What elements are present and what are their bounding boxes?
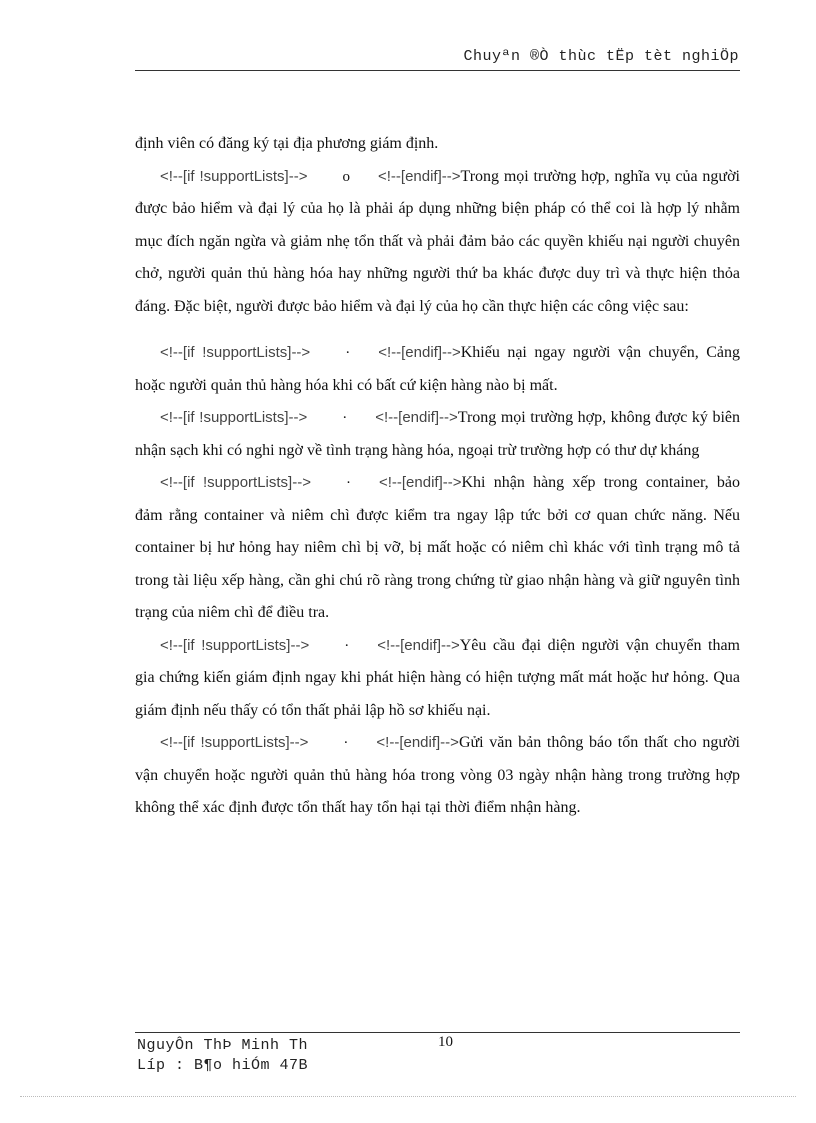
list-marker: · — [345, 475, 351, 491]
conditional-comment-start: <!--[if !supportLists]--> — [160, 409, 308, 426]
conditional-comment-start: <!--[if !supportLists]--> — [160, 474, 311, 491]
footer-class: Líp : B¶o hiÓm 47B — [137, 1057, 309, 1074]
paragraph-text: Yêu cầu đại diện người vận chuyển tham gia chứng kiến giám định ngay khi phát hiện hàng có hiện tượng mất mát hoặc hư hỏng. Qua giám định nếu thấy có tổn thất phải lập hồ sơ khiếu nại. — [135, 636, 740, 719]
conditional-comment-end: <!--[endif]--> — [375, 409, 458, 426]
page-number: 10 — [438, 1034, 453, 1050]
list-marker: · — [343, 735, 349, 751]
conditional-comment-end: <!--[endif]--> — [378, 474, 462, 491]
header-divider — [135, 70, 740, 71]
page-bottom-dotted-line — [20, 1096, 796, 1097]
conditional-comment-end: <!--[endif]--> — [376, 734, 459, 751]
conditional-comment-end: <!--[endif]--> — [378, 344, 461, 361]
list-paragraph — [135, 727, 740, 825]
running-header: Chuyªn ®Ò thùc tËp tèt nghiÖp — [463, 48, 739, 65]
conditional-comment-start: <!--[if !supportLists]--> — [160, 344, 311, 361]
list-marker: · — [344, 637, 350, 654]
list-marker: o — [342, 168, 350, 185]
paragraph-text: Trong mọi trường hợp, nghĩa vụ của người được bảo hiểm và đại lý của họ là phải áp dụng những biện pháp có thể coi là hợp lý nhằm mục đích ngăn ngừa và giảm nhẹ tổn thất và phải đảm bảo các quyền khiếu nại người chuyên chở, người quản thủ hàng hóa hay những người thứ ba khác được duy trì và thực hiện thỏa đáng. Đặc biệt, người được bảo hiểm và đại lý của họ cần thực hiện các công việc sau: — [135, 167, 740, 315]
paragraph-text: Trong mọi trường hợp, không được ký biên nhận sạch khi có nghi ngờ về tình trạng hàng hóa, ngoại trừ trường hợp có thư dự kháng — [135, 409, 740, 459]
paragraph-text: Khiếu nại ngay người vận chuyển, Cảng hoặc người quản thủ hàng hóa khi có bất cứ kiện hàng nào bị mất. — [135, 344, 741, 394]
footer-author-block — [137, 1036, 308, 1076]
conditional-comment-end: <!--[endif]--> — [377, 167, 461, 185]
document-body — [135, 128, 740, 825]
conditional-comment-start: <!--[if !supportLists]--> — [160, 734, 309, 751]
paragraph-text: Gửi văn bản thông báo tổn thất cho người vận chuyển hoặc người quản thủ hàng hóa trong vòng 03 ngày nhận hàng trong trường hợp không thể xác định được tổn thất hay tổn hại tại thời điểm nhận hàng. — [135, 734, 740, 816]
paragraph-text: Khi nhận hàng xếp trong container, bảo đảm rằng container và niêm chì được kiểm tra ngay lập tức bởi cơ quan chức năng. Nếu container bị hư hỏng hay niêm chì bị vỡ, bị mất hoặc có niêm chì khác với tình trạng mô tả trong tài liệu xếp hàng, cần ghi chú rõ ràng trong chứng từ giao nhận hàng và giữ nguyên tình trạng của niêm chì để điều tra. — [135, 474, 740, 621]
list-paragraph — [135, 402, 740, 467]
conditional-comment-start: <!--[if !supportLists]--> — [160, 636, 310, 654]
list-marker: · — [342, 410, 348, 426]
paragraph-text: định viên có đăng ký tại địa phương giám định. — [135, 135, 439, 152]
list-paragraph — [135, 161, 740, 324]
conditional-comment-end: <!--[endif]--> — [377, 636, 460, 654]
footer-divider — [135, 1032, 740, 1033]
list-paragraph — [135, 630, 740, 728]
list-marker: · — [345, 345, 351, 361]
footer-author: NguyÔn ThÞ Minh Th — [137, 1037, 309, 1054]
list-paragraph — [135, 337, 740, 402]
conditional-comment-start: <!--[if !supportLists]--> — [160, 167, 308, 185]
list-paragraph — [135, 467, 740, 630]
paragraph — [135, 128, 740, 161]
